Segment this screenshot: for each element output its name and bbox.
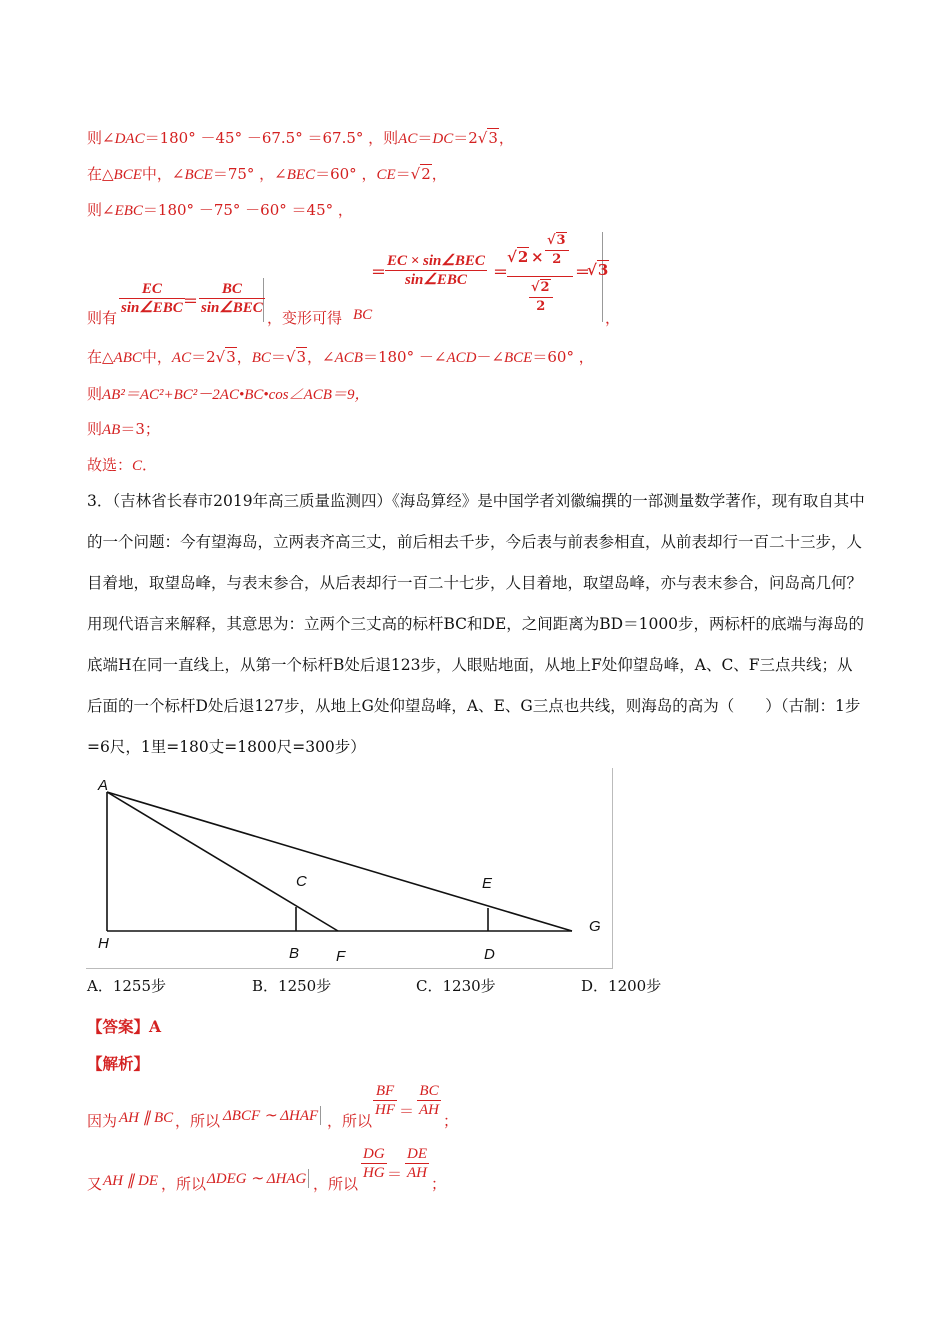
label-C: C bbox=[296, 873, 307, 890]
similar-triangles-1: ΔBCF ∼ ΔHAF bbox=[223, 1106, 321, 1125]
label-G: G bbox=[589, 918, 601, 935]
fraction-bc-ah: $\frac{BC}{AH}$ bbox=[419, 1083, 439, 1118]
fraction-dg-hg: $\frac{DG}{HG}$ bbox=[363, 1146, 385, 1181]
label-E: E bbox=[482, 875, 493, 892]
fraction-bc-sin-bec: BC sin∠BEC bbox=[201, 281, 263, 316]
answer-label: 【答案】A bbox=[87, 1017, 162, 1036]
label-H: H bbox=[98, 935, 109, 952]
solution-line-2: 在△BCE中，∠BCE＝75° ，∠BEC＝60° ，CE＝√2， bbox=[87, 165, 447, 183]
label-F: F bbox=[336, 948, 346, 965]
option-b[interactable]: B．1250步 bbox=[252, 977, 332, 995]
formula-box-1: EC sin∠EBC ＝ BC sin∠BEC bbox=[117, 278, 264, 322]
option-a[interactable]: A．1255步 bbox=[87, 977, 167, 995]
text-then-have: 则有 bbox=[87, 309, 118, 327]
option-d[interactable]: D．1200步 bbox=[581, 977, 662, 995]
sqrt-symbol: √2 bbox=[410, 165, 431, 183]
fraction-de-ah: $\frac{DE}{AH}$ bbox=[407, 1146, 427, 1181]
option-c[interactable]: C．1230步 bbox=[416, 977, 496, 995]
similar-triangles-2: ΔDEG ∼ ΔHAG bbox=[207, 1169, 309, 1188]
text-transform: ，变形可得 bbox=[267, 309, 343, 327]
island-diagram bbox=[86, 768, 612, 968]
label-D: D bbox=[484, 946, 495, 963]
question-3-text: 3．（吉林省长春市2019年高三质量监测四）《海岛算经》是中国学者刘徽编撰的一部测量数学著作，现有取自其中的一个问题：今有望海岛，立两表齐高三丈，前后相去千步，今后表与前表参相直，从前表却行一百二十三步，人目着地，取望岛峰，与表末参合，从后表却行一百二十七步，人目着地，取望岛峰，亦与表末参合，问岛高几何？用现代语言来解释，其意思为：立两个三丈高的标杆BC和DE，之间距离为BD＝1000步，两标杆的底端与海岛的底端H在同一直线上，从第一个标杆B处后退123步，人眼贴地面，从地上F处仰望岛峰，A、C、F三点共线；从后面的一个标杆D处后退127步，从地上G处仰望岛峰，A、E、G三点也共线，则海岛的高为（ ）（古制：1步=6尺，1里=180丈=1800尺=300步） bbox=[87, 492, 865, 756]
solution-line-1: 则∠DAC＝180° －45° －67.5° ＝67.5° ，则AC＝DC＝2√3， bbox=[87, 129, 514, 147]
fraction-bf-hf: $\frac{BF}{HF}$ bbox=[375, 1083, 395, 1118]
island-figure bbox=[86, 768, 613, 969]
solution-line-5: 在△ABC中，AC＝2√3，BC＝√3，∠ACB＝180° －∠ACD－∠BCE＝60° ， bbox=[87, 348, 594, 366]
sqrt-symbol: √3 bbox=[477, 129, 498, 147]
label-A: A bbox=[98, 777, 109, 794]
solution-line-6: 则AB²＝AC²+BC²－2AC•BC•cos∠ACB＝9， bbox=[87, 385, 370, 403]
label-B: B bbox=[289, 945, 300, 962]
segment-AF bbox=[107, 792, 338, 931]
solution-line-8: 故选：C． bbox=[87, 456, 158, 474]
fraction-ec-sin-ebc: EC sin∠EBC bbox=[121, 281, 183, 316]
segment-AG bbox=[107, 792, 572, 931]
solution-line-7: 则AB＝3； bbox=[87, 420, 160, 438]
analysis-label: 【解析】 bbox=[87, 1054, 150, 1073]
formula-box-2: ＝ EC × sin∠BEC sin∠EBC ＝ √2 × $\frac{√3}{2}$ $\frac{√2}{2}$ ＝ √3 bbox=[369, 232, 603, 322]
fraction-ec-sinbec: EC × sin∠BEC sin∠EBC bbox=[387, 253, 485, 288]
solution-line-3: 则∠EBC＝180° －75° －60° ＝45° ， bbox=[87, 201, 353, 219]
compound-fraction: √2 × $\frac{√3}{2}$ $\frac{√2}{2}$ bbox=[507, 232, 573, 321]
